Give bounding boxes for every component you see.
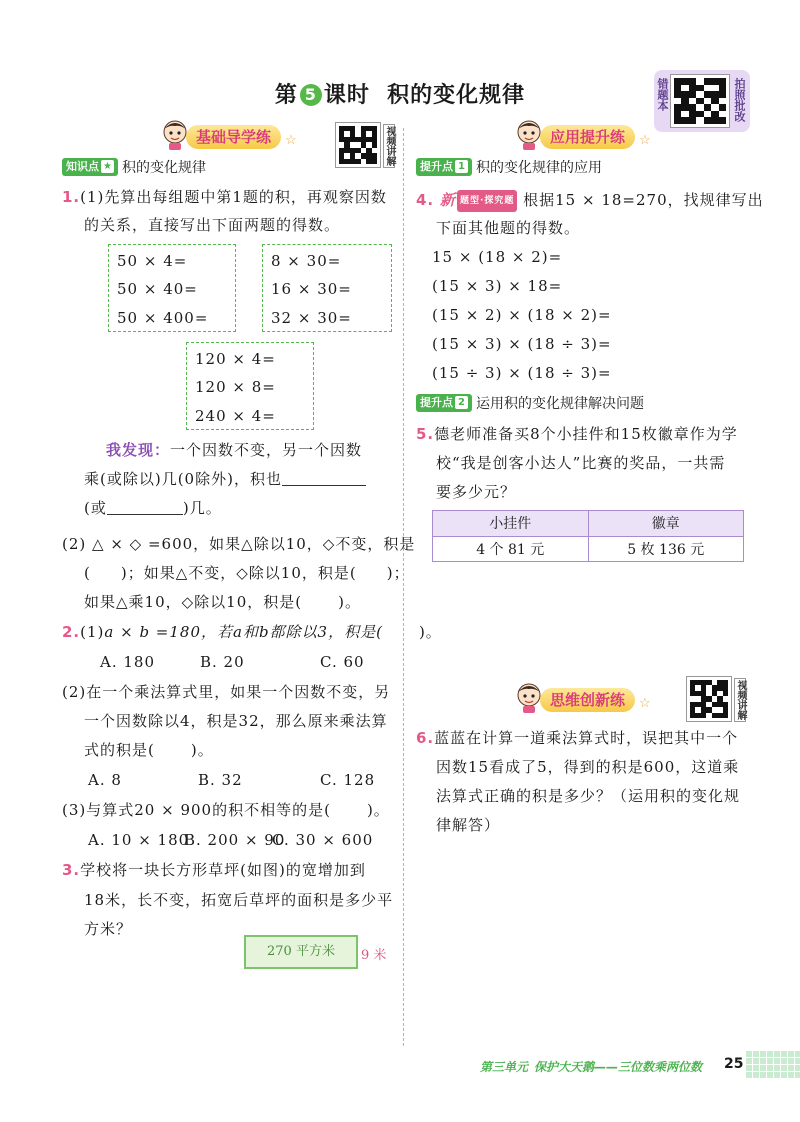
q2-part2-line-1: (2)在一个乘法算式里，如果一个因数不变，另 — [62, 683, 391, 701]
q4-item: (15 × 2) × (18 × 2)= — [432, 306, 612, 324]
q4-item: (15 ÷ 3) × (18 ÷ 3)= — [432, 364, 612, 382]
q4-item: 15 × (18 × 2)= — [432, 248, 563, 266]
q4-item: (15 × 3) × 18= — [432, 277, 563, 295]
discover-line-3: (或 )几。 — [84, 499, 222, 517]
q2-2-option-c[interactable]: C. 128 — [320, 771, 376, 789]
footer-topic: 保护大天鹅——三位数乘两位数 — [534, 1060, 703, 1074]
footer-decoration — [745, 1050, 800, 1078]
table-cell: 4 个 81 元 — [433, 536, 589, 562]
q2-3-option-c[interactable]: C. 30 × 600 — [272, 831, 374, 849]
q2-2-option-b[interactable]: B. 32 — [198, 771, 243, 789]
answer-blank[interactable] — [282, 470, 366, 486]
q3-line-2: 18米，长不变，拓宽后草坪的面积是多少平 — [84, 891, 394, 909]
q3-line-1: 3.学校将一块长方形草坪(如图)的宽增加到 — [62, 861, 366, 879]
column-divider — [403, 128, 404, 1046]
knowledge-tag: 知识点 ★ 积的变化规律 — [62, 157, 206, 177]
q6-line-3: 法算式正确的积是多少？（运用积的变化规 — [436, 787, 741, 805]
star-icon: ☆ — [285, 133, 297, 148]
q6-line-2: 因数15看成了5，得到的积是600，这道乘 — [436, 758, 740, 776]
answer-blank[interactable] — [107, 499, 183, 515]
q2-1-option-b[interactable]: B. 20 — [200, 653, 245, 671]
q1-line-1: 1.(1)先算出每组题中第1题的积，再观察因数 — [62, 188, 387, 206]
q4-line-1: 4. 新 题型·探究题 根据15 × 18=270，找规律写出 — [416, 190, 764, 212]
lawn-width-label: 9 米 — [361, 948, 387, 963]
q2-part2-line-3: 式的积是( )。 — [84, 741, 214, 759]
q2-line-1: 2.(1)a × b =180，若a和b都除以3，积是( )。 — [62, 623, 442, 641]
q6-line-1: 6.蓝蓝在计算一道乘法算式时，误把其中一个 — [416, 729, 739, 747]
star-icon: ★ — [101, 160, 114, 173]
page-number: 25 — [724, 1056, 744, 1072]
table-row — [433, 536, 744, 562]
qr-video-basic[interactable] — [335, 122, 395, 170]
q2-3-option-b[interactable]: B. 200 × 90 — [184, 831, 286, 849]
qr-right-text: 拍照批改 — [733, 78, 746, 122]
discover-line-1: 我发现：一个因数不变，另一个因数 — [106, 441, 363, 459]
qr-video-label: 视频讲解 — [735, 680, 746, 720]
q2-part3-line-1: (3)与算式20 × 900的积不相等的是( )。 — [62, 801, 390, 819]
section-header-think — [514, 684, 664, 714]
q2-1-option-a[interactable]: A. 180 — [100, 653, 155, 671]
calc-box-b: 8 × 30= 16 × 30= 32 × 30= — [262, 244, 392, 332]
new-question-badge: 新 题型·探究题 — [440, 190, 517, 212]
q1-part2-line-2: ( )；如果△不变，◇除以10，积是( )； — [84, 564, 410, 582]
qr-code-icon — [686, 676, 732, 722]
q5-line-2: 校“我是创客小达人”比赛的奖品，一共需 — [436, 454, 726, 472]
footer-unit: 第三单元 — [480, 1060, 529, 1074]
discover-line-2: 乘(或除以)几(0除外)，积也 — [84, 469, 366, 489]
star-icon: ☆ — [639, 133, 651, 148]
table-header-cell: 小挂件 — [433, 511, 589, 537]
improve-tag-2: 提升点 2 运用积的变化规律解决问题 — [416, 393, 644, 413]
lawn-area-label: 270 平方米 — [267, 944, 335, 959]
q1-part2-line-1: (2) △ × ◇ =600，如果△除以10，◇不变，积是 — [62, 535, 416, 553]
improve-tag-1: 提升点 1 积的变化规律的应用 — [416, 157, 602, 177]
section-title: 思维创新练 — [540, 688, 635, 712]
qr-mistake-book[interactable] — [654, 70, 750, 132]
q5-line-1: 5.德老师准备买8个小挂件和15枚徽章作为学 — [416, 425, 738, 443]
lawn-figure — [244, 935, 358, 969]
qr-left-text: 错题本 — [656, 78, 669, 111]
q6-line-4: 律解答） — [436, 816, 501, 834]
q5-line-3: 要多少元？ — [436, 483, 517, 501]
q1-part2-line-3: 如果△乘10，◇除以10，积是( )。 — [84, 593, 361, 611]
q2-2-option-a[interactable]: A. 8 — [88, 771, 122, 789]
q1-line-2: 的关系，直接写出下面两题的得数。 — [84, 216, 341, 234]
page-footer — [480, 1058, 702, 1075]
qr-video-label: 视频讲解 — [384, 126, 395, 166]
section-title: 基础导学练 — [186, 125, 281, 149]
q2-part2-line-2: 一个因数除以4，积是32，那么原来乘法算 — [84, 712, 388, 730]
section-header-apply — [514, 121, 664, 151]
q2-3-option-a[interactable]: A. 10 × 180 — [88, 831, 190, 849]
section-header-basic — [160, 121, 310, 151]
table-cell: 5 枚 136 元 — [588, 536, 744, 562]
price-table — [432, 510, 744, 562]
table-header-row — [433, 511, 744, 537]
star-icon: ☆ — [639, 696, 651, 711]
qr-code-icon — [670, 74, 730, 128]
q2-1-option-c[interactable]: C. 60 — [320, 653, 365, 671]
section-title: 应用提升练 — [540, 125, 635, 149]
lesson-number-badge: 5 — [300, 84, 322, 106]
qr-video-think[interactable] — [686, 676, 746, 724]
page-title: 第 5 课时 积的变化规律 — [274, 83, 526, 108]
table-header-cell: 徽章 — [588, 511, 744, 537]
q4-item: (15 × 3) × (18 ÷ 3)= — [432, 335, 612, 353]
calc-box-a: 50 × 4= 50 × 40= 50 × 400= — [108, 244, 236, 332]
q3-line-3: 方米？ — [84, 920, 133, 938]
calc-box-c: 120 × 4= 120 × 8= 240 × 4= — [186, 342, 314, 430]
q4-line-2: 下面其他题的得数。 — [436, 219, 581, 237]
qr-code-icon — [335, 122, 381, 168]
